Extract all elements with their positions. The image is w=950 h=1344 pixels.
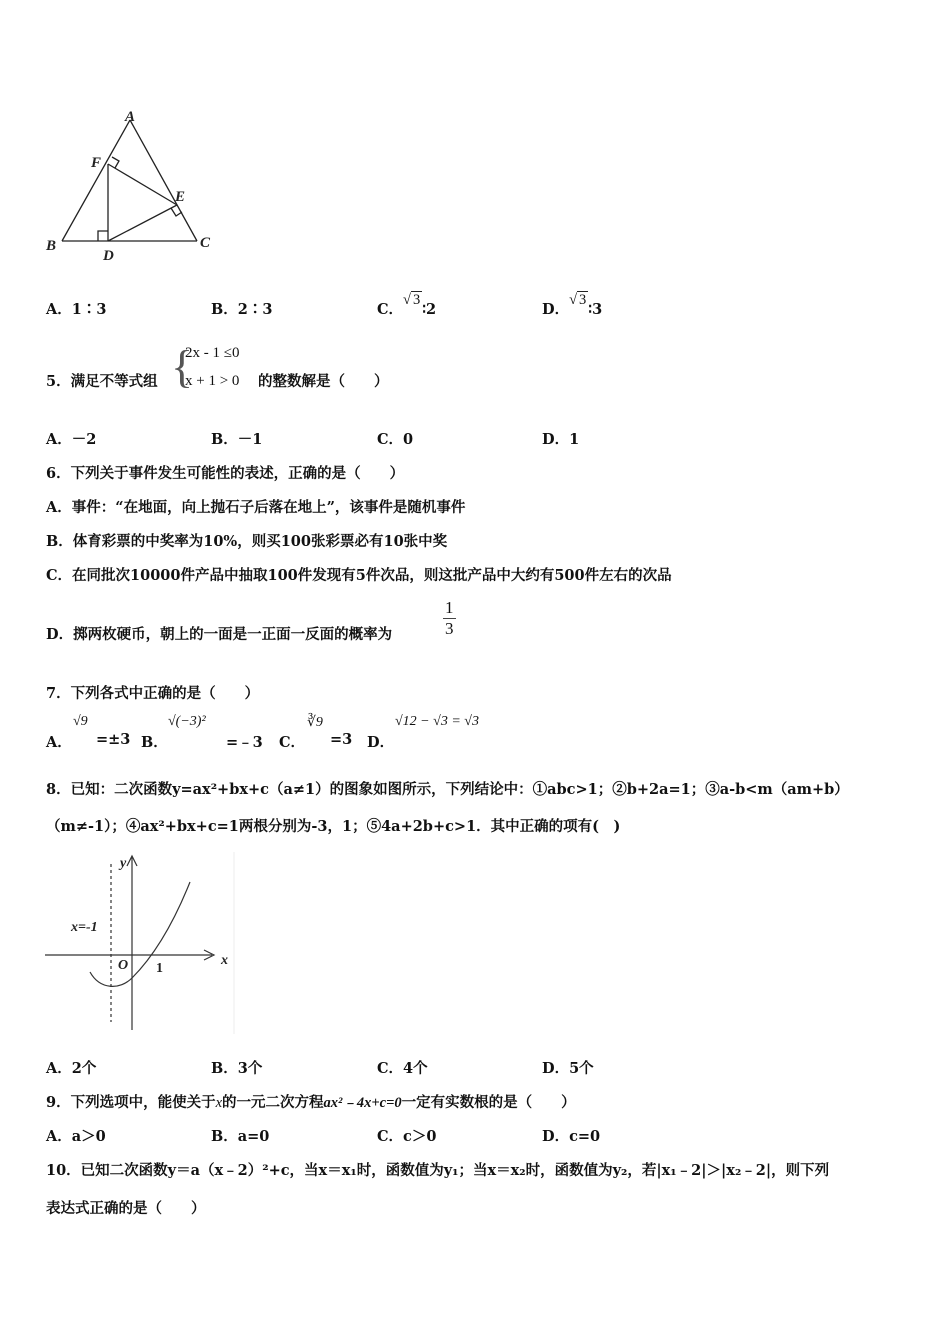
side-ac [130,120,197,241]
q6-option-d[interactable]: D．掷两枚硬币，朝上的一面是一正面一反面的概率为 [46,626,393,643]
segment-de [108,205,177,241]
label-axis-line: x=-1 [71,920,98,935]
label-f: F [91,155,102,171]
q7-option-c-label[interactable]: C． [279,734,306,751]
q7-option-a-expr: √9 [73,714,88,729]
label-root: 1 [156,961,163,976]
q9-stem: 9．下列选项中，能使关于x的一元二次方程ax²﹣4x+c=0一定有实数根的是（ ） [46,1094,576,1111]
q4-option-c[interactable]: C．√ 3∶2 [377,292,437,318]
q8-option-a[interactable]: A．2个 [46,1060,97,1077]
label-a: A [125,109,136,125]
sqrt-3: √ 3 [403,292,421,308]
label-y-axis: y [120,856,127,871]
q8-option-d[interactable]: D．5个 [542,1060,594,1077]
q5-option-c[interactable]: C．0 [377,431,414,448]
label-origin: O [118,958,129,973]
q5-inequality-2: x + 1 > 0 [185,373,240,389]
right-angle-d [98,231,108,241]
q7-option-d-label[interactable]: D． [367,734,395,751]
q9-option-c[interactable]: C．c＞0 [377,1128,437,1145]
q9-option-d[interactable]: D．c=0 [542,1128,601,1145]
triangle-figure [40,108,230,268]
label-c: C [200,235,211,251]
q6-option-c[interactable]: C．在同批次10000件产品中抽取100件发现有5件次品，则这批产品中大约有500件左右的次品 [46,567,672,584]
parabola-curve [90,882,190,986]
q5-prefix: 5．满足不等式组 [46,373,158,390]
q7-option-c-rest: =3 [330,731,353,748]
q7-option-c-expr: ∛9 [307,715,323,730]
q8-stem-line2: （m≠-1）；④ax²+bx+c=1两根分别为-3，1；⑤4a+2b+c>1．其中正确的项有( ) [46,818,621,835]
q5-option-b[interactable]: B．－1 [211,431,263,448]
fraction-one-third: $\frac{1}{3}$ [445,598,454,638]
side-ab [62,120,130,241]
q9-option-a[interactable]: A．a＞0 [46,1128,106,1145]
q5-option-a[interactable]: A．－2 [46,431,97,448]
q6-option-a[interactable]: A．事件：“在地面，向上抛石子后落在地上”，该事件是随机事件 [46,499,466,516]
q7-option-a-rest: =±3 [96,731,131,748]
q6-option-b[interactable]: B．体育彩票的中奖率为10%，则买100张彩票必有10张中奖 [46,533,448,550]
q8-option-b[interactable]: B．3个 [211,1060,263,1077]
q7-option-a-label[interactable]: A． [46,734,72,751]
q8-stem-line1: 8．已知：二次函数y=ax²+bx+c（a≠1）的图象如图所示，下列结论中：①abc>1；②b+2a=1；③a-b<m（am+b） [46,781,849,798]
q5-suffix: 的整数解是（ ） [258,373,389,390]
q7-option-d-expr: √12 − √3 = √3 [395,714,479,729]
brace-icon: { [171,341,194,392]
q4-option-b[interactable]: B．2∶3 [211,301,273,318]
sqrt-3: √ 3 [569,292,587,308]
q4-option-d[interactable]: D．√ 3∶3 [542,292,603,318]
q5-option-d[interactable]: D．1 [542,431,580,448]
label-e: E [175,189,186,205]
label-d: D [103,248,114,264]
q6-stem: 6．下列关于事件发生可能性的表述，正确的是（ ） [46,465,405,482]
q7-option-b-rest: =﹣3 [226,734,263,751]
label-b: B [46,238,57,254]
q9-option-b[interactable]: B．a=0 [211,1128,270,1145]
q10-stem-line1: 10．已知二次函数y＝a（x﹣2）²+c，当x＝x₁时，函数值为y₁；当x＝x₂时，函数值为y₂，若|x₁﹣2|＞|x₂﹣2|，则下列 [46,1162,830,1179]
parabola-graph [40,852,240,1034]
q5-inequality-1: 2x - 1 ≤0 [185,345,240,361]
q4-option-a[interactable]: A．1∶3 [46,301,107,318]
segment-fe [108,164,177,205]
q7-option-b-expr: √(−3)² [168,714,206,729]
label-x-axis: x [221,953,228,968]
q7-option-b-label[interactable]: B． [141,734,168,751]
q8-option-c[interactable]: C．4个 [377,1060,428,1077]
q7-stem: 7．下列各式中正确的是（ ） [46,685,260,702]
q10-stem-line2: 表达式正确的是（ ） [46,1200,206,1217]
